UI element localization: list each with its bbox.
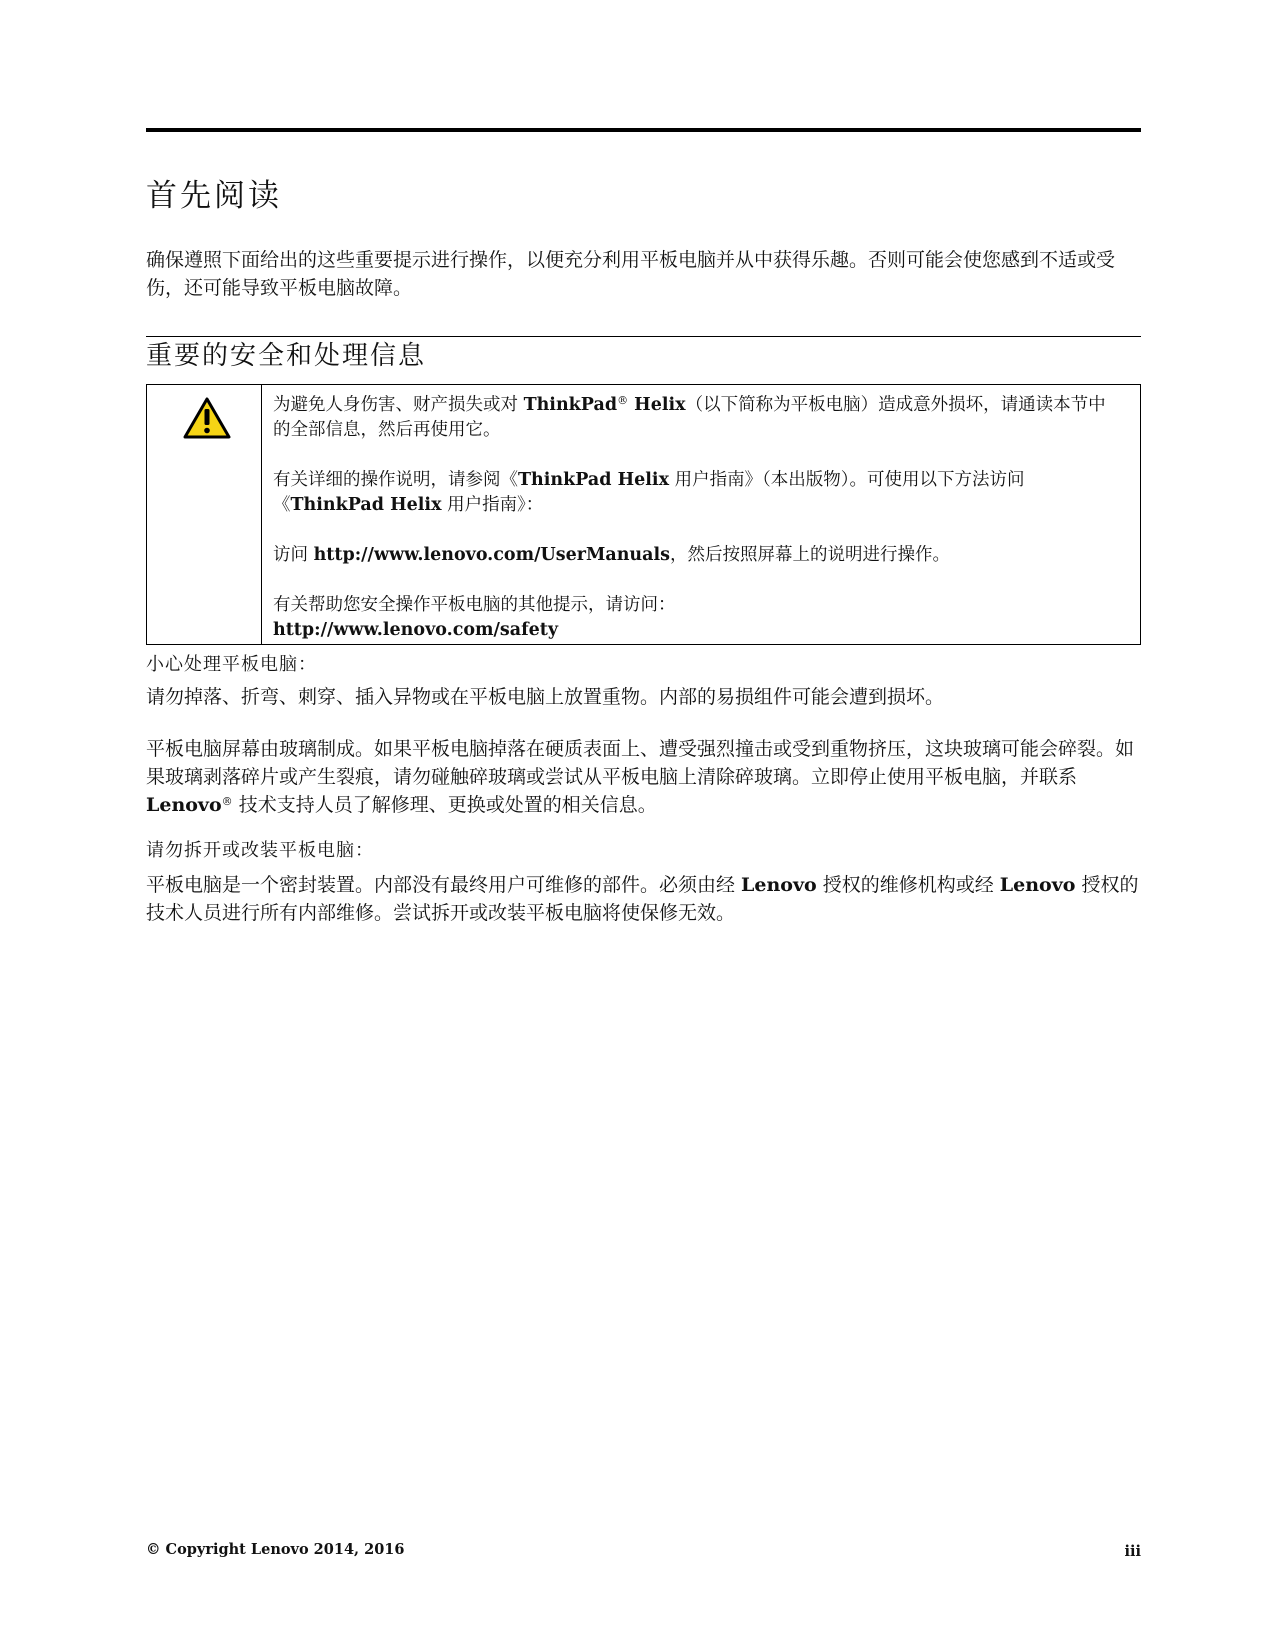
notice-paragraph-3: 访问 http://www.lenovo.com/UserManuals，然后按照屏幕上的说明进行操作。 (273, 545, 950, 565)
disassemble-heading: 请勿拆开或改装平板电脑： (146, 840, 374, 861)
user-manuals-link[interactable]: http://www.lenovo.com/UserManuals (313, 545, 670, 565)
registered-mark: ® (617, 394, 629, 407)
intro-paragraph: 确保遵照下面给出的这些重要提示进行操作，以便充分利用平板电脑并从中获得乐趣。否则可能会使您感到不适或受伤，还可能导致平板电脑故障。 (146, 249, 1116, 299)
section-rule (146, 336, 1141, 337)
notice-icon-cell (147, 385, 262, 644)
page-number: iii (1124, 1543, 1141, 1560)
notice-paragraph-4: 有关帮助您安全操作平板电脑的其他提示，请访问： http://www.lenovo.com/safety (273, 595, 676, 640)
brand-lenovo: Lenovo (741, 874, 817, 896)
brand-lenovo: Lenovo (999, 874, 1076, 896)
handle-heading: 小心处理平板电脑： (146, 654, 317, 675)
page-title: 首先阅读 (146, 178, 282, 214)
registered-mark: ® (221, 795, 233, 808)
document-page (146, 0, 1141, 1650)
product-name: Helix (628, 395, 686, 415)
safety-link[interactable]: http://www.lenovo.com/safety (273, 620, 559, 640)
handle-paragraph-1: 请勿掉落、折弯、刺穿、插入异物或在平板电脑上放置重物。内部的易损组件可能会遭到损坏。 (146, 686, 945, 708)
notice-paragraph-2: 有关详细的操作说明，请参阅《ThinkPad Helix 用户指南》（本出版物）。可使用以下方法访问《ThinkPad Helix 用户指南》： (273, 470, 1025, 515)
section-title: 重要的安全和处理信息 (146, 341, 427, 371)
guide-title: ThinkPad Helix (290, 495, 442, 515)
notice-body (273, 393, 1108, 643)
copyright-notice: © Copyright Lenovo 2014, 2016 (146, 1541, 405, 1558)
warning-triangle-icon (183, 397, 231, 439)
safety-notice-box (146, 384, 1141, 645)
top-rule (146, 128, 1141, 132)
page-footer (146, 1541, 1141, 1558)
disassemble-paragraph: 平板电脑是一个密封装置。内部没有最终用户可维修的部件。必须由经 Lenovo 授权的维修机构或经 Lenovo 授权的技术人员进行所有内部维修。尝试拆开或改装平板电脑将使保修无效。 (146, 874, 1139, 924)
guide-title: ThinkPad Helix (518, 470, 669, 490)
notice-paragraph-1: 为避免人身伤害、财产损失或对 ThinkPad® Helix（以下简称为平板电脑）造成意外损坏，请通读本节中的全部信息，然后再使用它。 (273, 394, 1106, 440)
brand-thinkpad: ThinkPad (523, 395, 618, 415)
brand-lenovo: Lenovo (146, 794, 222, 816)
handle-paragraph-2: 平板电脑屏幕由玻璃制成。如果平板电脑掉落在硬质表面上、遭受强烈撞击或受到重物挤压，这块玻璃可能会碎裂。如果玻璃剥落碎片或产生裂痕，请勿碰触碎玻璃或尝试从平板电脑上清除碎玻璃。立即停止使用平板电脑，并联系 Lenovo® 技术支持人员了解修理、更换或处置的相关信息。 (146, 738, 1135, 816)
